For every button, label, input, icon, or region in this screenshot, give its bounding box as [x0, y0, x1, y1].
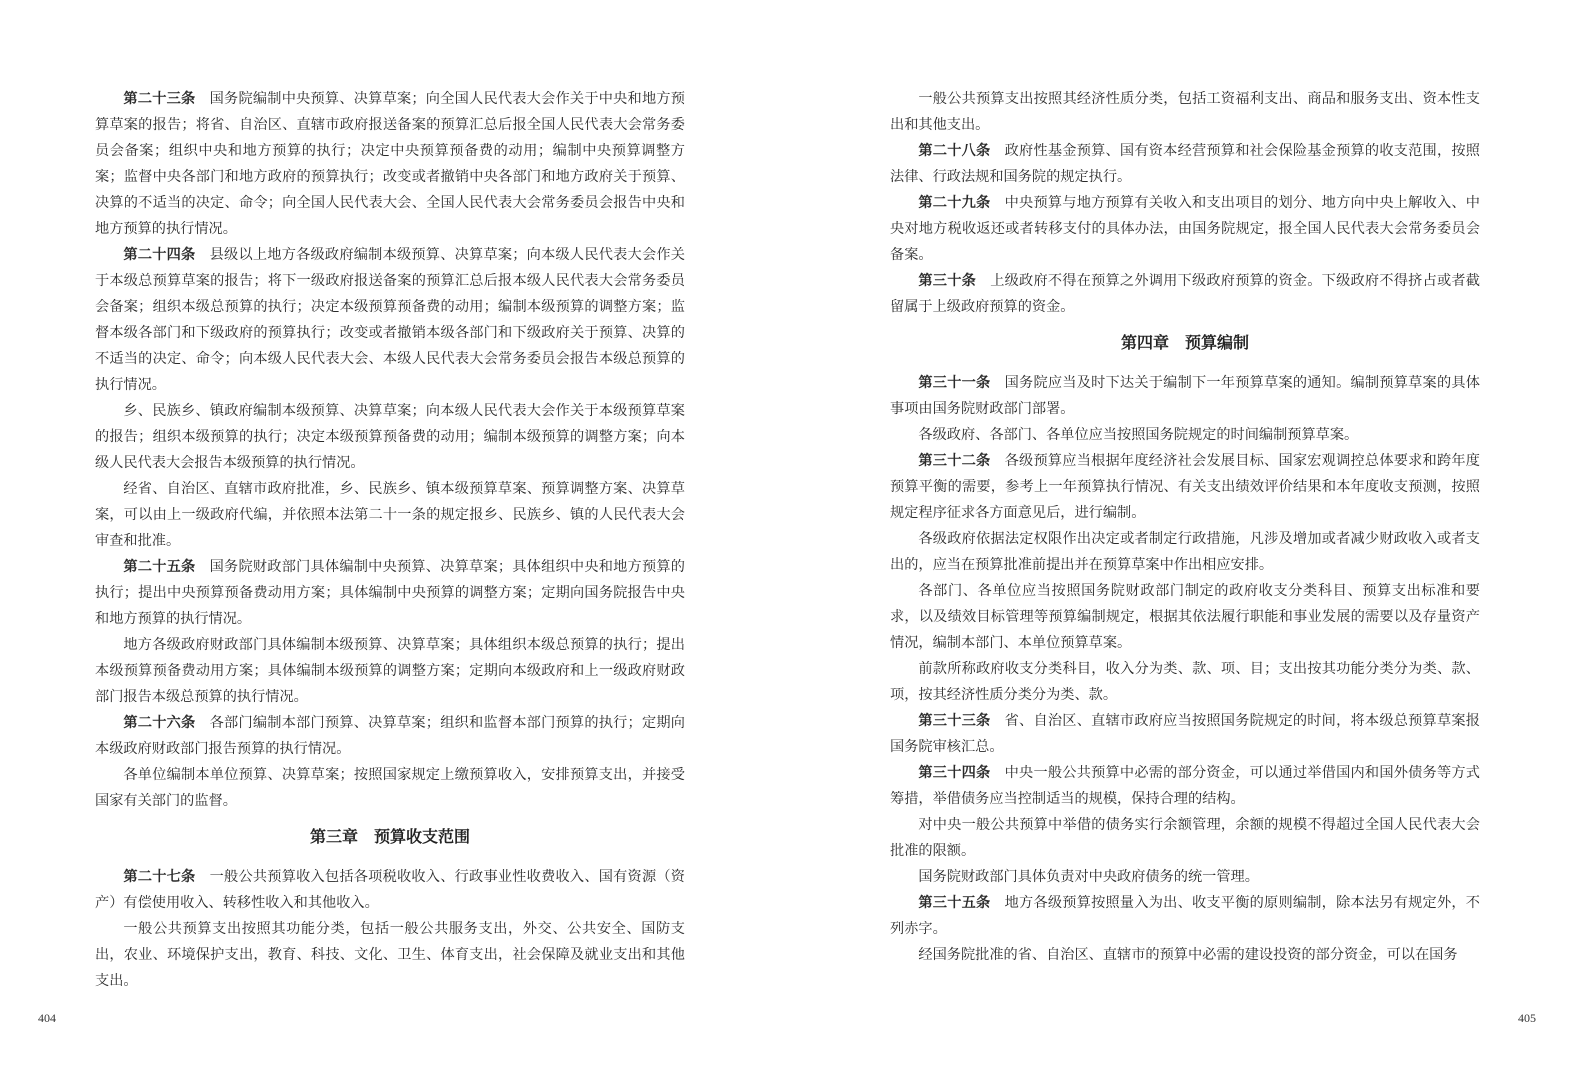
paragraph-text: 各级政府、各部门、各单位应当按照国务院规定的时间编制预算草案。: [918, 427, 1359, 443]
paragraph: [890, 86, 1480, 138]
article-number: 第二十八条: [918, 143, 991, 159]
paragraph: [890, 760, 1480, 812]
paragraph: [95, 916, 685, 994]
paragraph-text: 国务院财政部门具体负责对中央政府债务的统一管理。: [918, 869, 1259, 885]
article-number: 第二十四条: [123, 247, 196, 263]
paragraph-text: 国务院财政部门具体编制中央预算、决算草案；具体组织中央和地方预算的执行；提出中央预算预备费动用方案；具体编制中央预算的调整方案；定期向国务院报告中央和地方预算的执行情况。: [95, 559, 685, 627]
chapter-heading: 第四章 预算编制: [1120, 333, 1249, 352]
paragraph-text: 政府性基金预算、国有资本经营预算和社会保险基金预算的收支范围，按照法律、行政法规和国务院的规定执行。: [890, 143, 1480, 185]
paragraph: [890, 448, 1480, 526]
paragraph-text: 县级以上地方各级政府编制本级预算、决算草案；向本级人民代表大会作关于本级总预算草案的报告；将下一级政府报送备案的预算汇总后报本级人民代表大会常务委员会备案；组织本级总预算的执行；决定本级预算预备费的动用；编制本级预算的调整方案；监督本级各部门和下级政府的预算执行；改变或者撤销本级各部门和下级政府关于预算、决算的不适当的决定、命令；向本级人民代表大会、本级人民代表大会常务委员会报告本级总预算的执行情况。: [95, 247, 685, 393]
paragraph: [890, 708, 1480, 760]
paragraph-text: 各部门编制本部门预算、决算草案；组织和监督本部门预算的执行；定期向本级政府财政部门报告预算的执行情况。: [95, 715, 685, 757]
paragraph-text: 前款所称政府收支分类科目，收入分为类、款、项、目；支出按其功能分类分为类、款、项，按其经济性质分类分为类、款。: [890, 661, 1480, 703]
paragraph-text: 一般公共预算支出按照其功能分类，包括一般公共服务支出，外交、公共安全、国防支出，农业、环境保护支出，教育、科技、文化、卫生、体育支出，社会保障及就业支出和其他支出。: [95, 921, 685, 989]
paragraph-text: 经省、自治区、直辖市政府批准，乡、民族乡、镇本级预算草案、预算调整方案、决算草案，可以由上一级政府代编，并依照本法第二十一条的规定报乡、民族乡、镇的人民代表大会审查和批准。: [95, 481, 685, 549]
paragraph-text: 经国务院批准的省、自治区、直辖市的预算中必需的建设投资的部分资金，可以在国务: [918, 947, 1458, 963]
paragraph-text: 各部门、各单位应当按照国务院财政部门制定的政府收支分类科目、预算支出标准和要求，以及绩效目标管理等预算编制规定，根据其依法履行职能和事业发展的需要以及存量资产情况，编制本部门、本单位预算草案。: [890, 583, 1480, 651]
paragraph: [890, 422, 1480, 448]
paragraph-text: 地方各级政府财政部门具体编制本级预算、决算草案；具体组织本级总预算的执行；提出本级预算预备费动用方案；具体编制本级预算的调整方案；定期向本级政府和上一级政府财政部门报告本级总预算的执行情况。: [95, 637, 685, 705]
paragraph-text: 省、自治区、直辖市政府应当按照国务院规定的时间，将本级总预算草案报国务院审核汇总。: [890, 713, 1480, 755]
paragraph: [890, 138, 1480, 190]
paragraph-text: 国务院应当及时下达关于编制下一年预算草案的通知。编制预算草案的具体事项由国务院财政部门部署。: [890, 375, 1480, 417]
paragraph: [95, 86, 685, 242]
paragraph-text: 一般公共预算支出按照其经济性质分类，包括工资福利支出、商品和服务支出、资本性支出和其他支出。: [890, 91, 1480, 133]
paragraph: [890, 942, 1480, 968]
paragraph: [890, 890, 1480, 942]
article-number: 第三十四条: [918, 765, 991, 781]
paragraph: [95, 242, 685, 398]
page-number-right: 405: [1518, 1011, 1536, 1025]
paragraph: [95, 554, 685, 632]
right-page-text: [890, 86, 1480, 968]
article-number: 第二十五条: [123, 559, 196, 575]
paragraph: [890, 864, 1480, 890]
paragraph-text: 上级政府不得在预算之外调用下级政府预算的资金。下级政府不得挤占或者截留属于上级政府预算的资金。: [890, 273, 1480, 315]
article-number: 第二十六条: [123, 715, 196, 731]
article-number: 第三十二条: [918, 453, 991, 469]
page-number-left: 404: [38, 1011, 56, 1025]
left-page-text: [95, 86, 685, 994]
article-number: 第二十三条: [123, 91, 196, 107]
article-number: 第二十九条: [918, 195, 991, 211]
paragraph-text: 中央预算与地方预算有关收入和支出项目的划分、地方向中央上解收入、中央对地方税收返还或者转移支付的具体办法，由国务院规定，报全国人民代表大会常务委员会备案。: [890, 195, 1480, 263]
paragraph: [890, 812, 1480, 864]
paragraph: [95, 632, 685, 710]
paragraph-text: 中央一般公共预算中必需的部分资金，可以通过举借国内和国外债务等方式筹措，举借债务应当控制适当的规模，保持合理的结构。: [890, 765, 1480, 807]
article-number: 第三十一条: [918, 375, 991, 391]
paragraph: [890, 656, 1480, 708]
chapter-heading: 第三章 预算收支范围: [309, 827, 470, 846]
article-number: 第二十七条: [123, 869, 196, 885]
paragraph: [95, 710, 685, 762]
paragraph-text: 各级政府依据法定权限作出决定或者制定行政措施，凡涉及增加或者减少财政收入或者支出的，应当在预算批准前提出并在预算草案中作出相应安排。: [890, 531, 1480, 573]
paragraph-text: 一般公共预算收入包括各项税收收入、行政事业性收费收入、国有资源（资产）有偿使用收入、转移性收入和其他收入。: [95, 869, 685, 911]
paragraph: [95, 398, 685, 476]
paragraph-text: 乡、民族乡、镇政府编制本级预算、决算草案；向本级人民代表大会作关于本级预算草案的报告；组织本级预算的执行；决定本级预算预备费的动用；编制本级预算的调整方案；向本级人民代表大会报告本级预算的执行情况。: [95, 403, 685, 471]
paragraph: [95, 864, 685, 916]
paragraph: [95, 476, 685, 554]
article-number: 第三十五条: [918, 895, 991, 911]
paragraph: [890, 268, 1480, 320]
paragraph: [890, 526, 1480, 578]
paragraph-text: 各级预算应当根据年度经济社会发展目标、国家宏观调控总体要求和跨年度预算平衡的需要，参考上一年预算执行情况、有关支出绩效评价结果和本年度收支预测，按照规定程序征求各方面意见后，进行编制。: [890, 453, 1480, 521]
paragraph: [95, 762, 685, 814]
paragraph-text: 地方各级预算按照量入为出、收支平衡的原则编制，除本法另有规定外，不列赤字。: [890, 895, 1480, 937]
paragraph: [890, 190, 1480, 268]
paragraph: [890, 578, 1480, 656]
article-number: 第三十条: [918, 273, 977, 289]
paragraph: [890, 370, 1480, 422]
paragraph-text: 对中央一般公共预算中举借的债务实行余额管理，余额的规模不得超过全国人民代表大会批准的限额。: [890, 817, 1480, 859]
paragraph-text: 各单位编制本单位预算、决算草案；按照国家规定上缴预算收入，安排预算支出，并接受国家有关部门的监督。: [95, 767, 685, 809]
article-number: 第三十三条: [918, 713, 991, 729]
paragraph-text: 国务院编制中央预算、决算草案；向全国人民代表大会作关于中央和地方预算草案的报告；将省、自治区、直辖市政府报送备案的预算汇总后报全国人民代表大会常务委员会备案；组织中央和地方预算的执行；决定中央预算预备费的动用；编制中央预算调整方案；监督中央各部门和地方政府的预算执行；改变或者撤销中央各部门和地方政府关于预算、决算的不适当的决定、命令；向全国人民代表大会、全国人民代表大会常务委员会报告中央和地方预算的执行情况。: [95, 91, 685, 237]
